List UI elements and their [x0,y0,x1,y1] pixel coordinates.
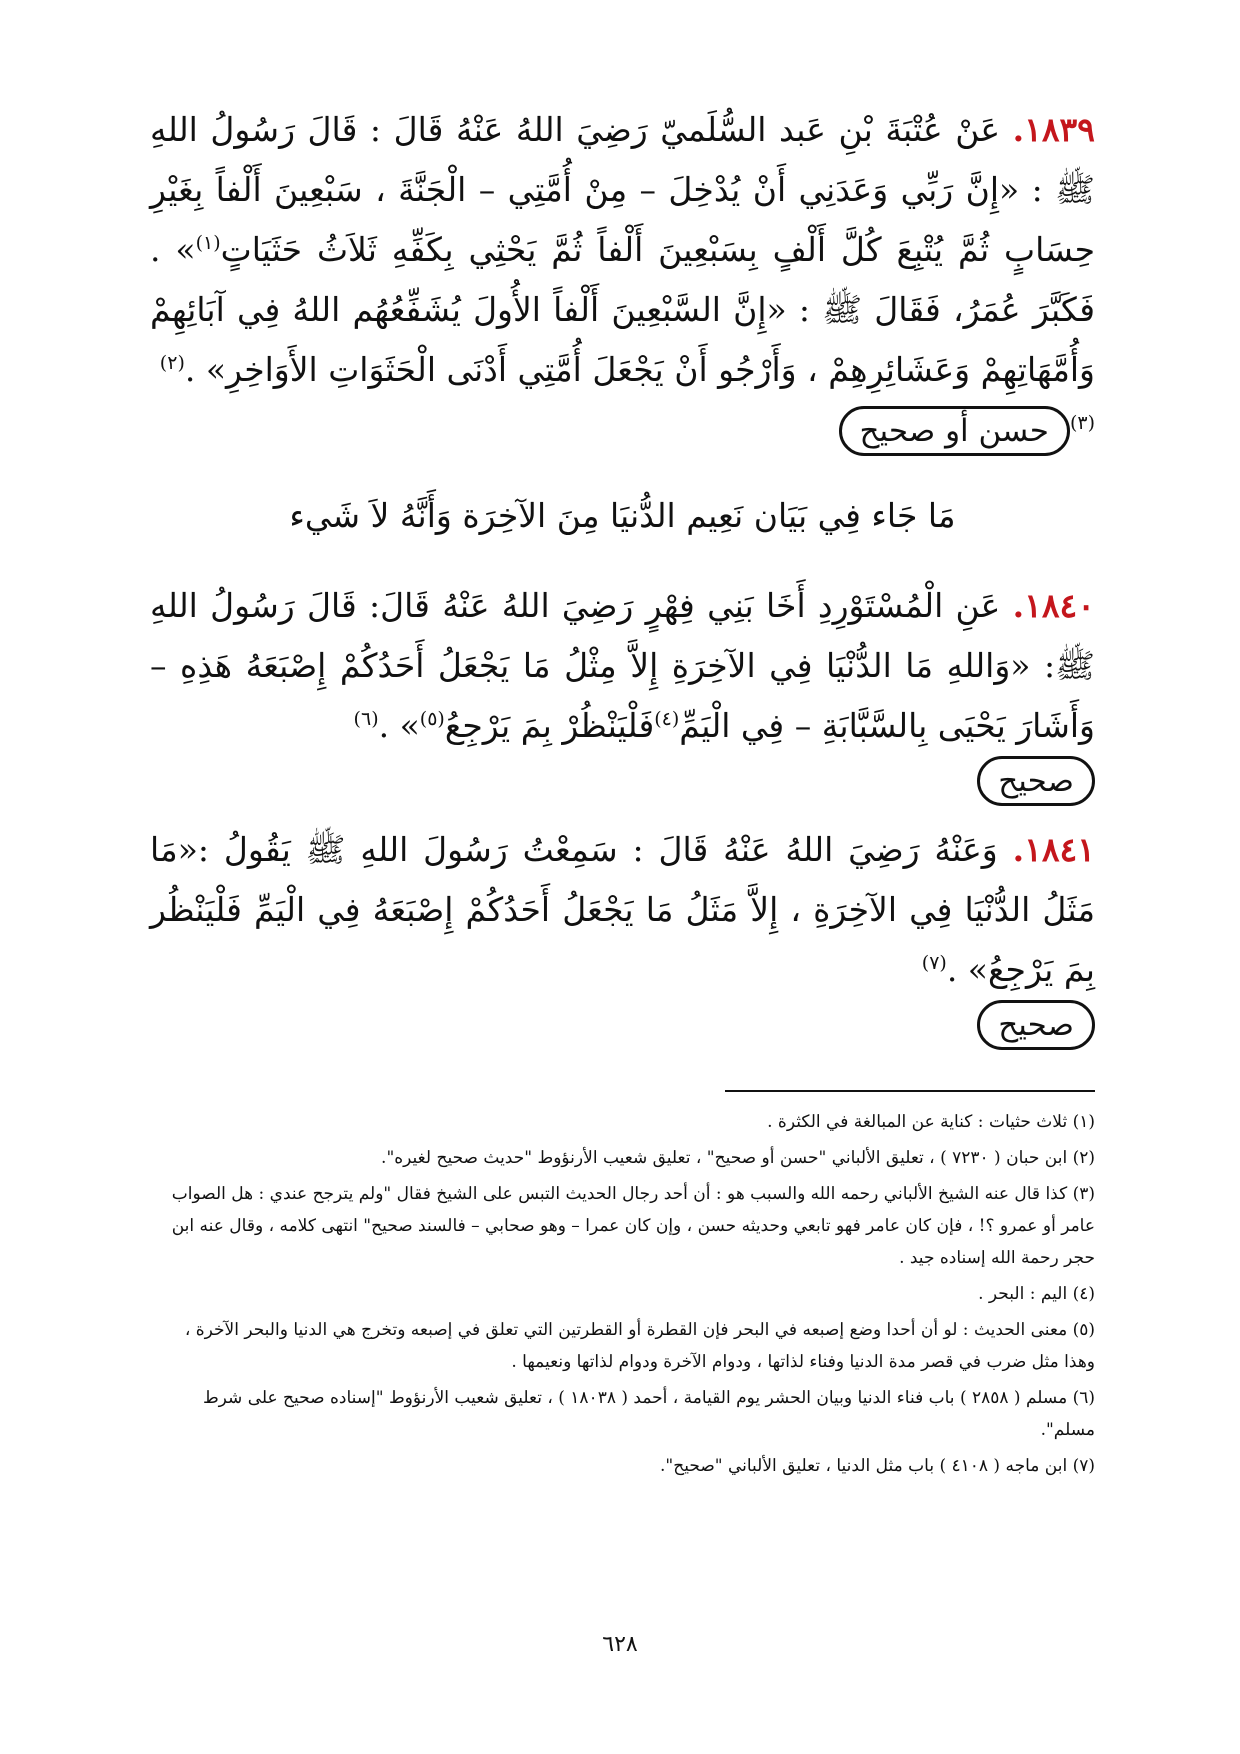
footnote-ref[interactable]: (١) [195,232,221,254]
grade-ref-wrap [839,400,1095,460]
hadith-1840 [150,576,1095,806]
footnote-1: (١) ثلاث حثيات : كناية عن المبالغة في الكثرة . [767,1112,1095,1132]
hadith-number: ١٨٤٠. [1012,586,1095,625]
footnote-divider [725,1090,1095,1092]
grade-badge: حسن أو صحيح [839,406,1070,456]
hadith-number: ١٨٣٩. [1012,110,1095,149]
hadith-text: » . فَكَبَّرَ عُمَرُ، فَقَالَ ﷺ : «إِنَّ السَّبْعِينَ أَلْفاً الأُولَ يُشَفِّعُهُم اللهُ فِي آبَائِهِمْ وَأُمَّهَاتِهِمْ وَعَشَائِرِهِمْ ، وَأَرْجُو أَنْ يَجْعَلَ أُمَّتِي أَدْنَى الْحَثَوَاتِ الأَوَاخِرِ» . [150,230,1095,389]
page-content [150,100,1095,1486]
footnotes [150,1106,1095,1482]
footnote-4: (٤) اليم : البحر . [978,1284,1095,1304]
footnote-5: (٥) معنى الحديث : لو أن أحدا وضع إصبعه في البحر فإن القطرة أو القطرتين التي تعلق في إصبعه وتخرج هي الدنيا والبحر الآخرة ، وهذا مثل ضرب في قصر مدة الدنيا وفناء لذاتها ، ودوام الآخرة ودوام لذاتها ونعيمها . [184,1320,1095,1372]
footnote-ref[interactable]: (٥) [419,708,445,730]
hadith-1839 [150,100,1095,460]
footnote-ref[interactable]: (٤) [654,708,680,730]
grade-line [150,400,1095,460]
hadith-text: عَنْ عُتْبَةَ بْنِ عَبد السُّلَميّ رَضِيَ اللهُ عَنْهُ قَالَ : قَالَ رَسُولُ اللهِ ﷺ : «إِنَّ رَبِّي وَعَدَنِي أَنْ يُدْخِلَ – مِنْ أُمَّتِي – الْجَنَّةَ ، سَبْعِينَ أَلْفاً بِغَيْرِ حِسَابٍ ثُمَّ يُتْبِعَ كُلَّ أَلْفٍ بِسَبْعِينَ أَلْفاً ثُمَّ يَحْثِي بِكَفِّهِ ثَلاَثُ حَثَيَاتٍ [150,110,1096,269]
hadith-text: » . [378,706,420,745]
grade-line [150,1000,1095,1050]
grade-line [150,756,1095,806]
footnote-ref[interactable]: (٢) [159,352,185,374]
footnote-3: (٣) كذا قال عنه الشيخ الألباني رحمه الله والسبب هو : أن أحد رجال الحديث التبس على الشيخ فقال "ولم يترجح عندي : هل الصواب عامر أو عمرو ؟! ، فإن كان عامر فهو تابعي وحديثه حسن ، وإن كان عمرا – وهو صحابي – فالسند صحيح" انتهى كلامه ، وقال عنه ابن حجر رحمة الله إسناده جيد . [171,1184,1095,1268]
page-number: ٦٢٨ [602,1632,638,1657]
footnote-ref[interactable]: (٣) [1069,412,1095,434]
footnote-ref[interactable]: (٦) [353,708,379,730]
hadith-number: ١٨٤١. [1012,830,1095,869]
hadith-text: وَعَنْهُ رَضِيَ اللهُ عَنْهُ قَالَ : سَمِعْتُ رَسُولَ اللهِ ﷺ يَقُولُ :«مَا مَثَلُ الدُّنْيَا فِي الآخِرَةِ ، إِلاَّ مَثَلُ مَا يَجْعَلُ أَحَدُكُمْ إِصْبَعَهُ فِي الْيَمِّ فَلْيَنْظُر بِمَ يَرْجِعُ» . [150,830,1095,989]
footnote-7: (٧) ابن ماجه ( ٤١٠٨ ) باب مثل الدنيا ، تعليق الألباني "صحيح". [660,1456,1095,1476]
footnote-ref[interactable]: (٧) [921,952,947,974]
grade-badge: صحيح [977,756,1095,806]
footnote-6: (٦) مسلم ( ٢٨٥٨ ) باب فناء الدنيا وبيان الحشر يوم القيامة ، أحمد ( ١٨٠٣٨ ) ، تعليق شعيب الأرنؤوط "إسناده صحيح على شرط مسلم". [202,1388,1095,1440]
chapter-title: مَا جَاء فِي بَيَان نَعِيم الدُّنيَا مِنَ الآخِرَة وَأَنَّهُ لاَ شَيء [289,496,956,535]
hadith-text: فَلْيَنْظُرْ بِمَ يَرْجِعُ [444,706,655,745]
grade-badge: صحيح [977,1000,1095,1050]
hadith-1841 [150,820,1095,1050]
footnote-2: (٢) ابن حبان ( ٧٢٣٠ ) ، تعليق الألباني "حسن أو صحيح" ، تعليق شعيب الأرنؤوط "حديث صحيح لغيره". [381,1148,1095,1168]
hadith-text: عَنِ الْمُسْتَوْرِدِ أَخَا بَنِي فِهْرٍ رَضِيَ اللهُ عَنْهُ قَالَ: قَالَ رَسُولُ اللهِ ﷺ: «وَاللهِ مَا الدُّنْيَا فِي الآخِرَةِ إِلاَّ مِثْلُ مَا يَجْعَلُ أَحَدُكُمْ إِصْبَعَهُ هَذِهِ – وَأَشَارَ يَحْيَى بِالسَّبَّابَةِ – فِي الْيَمِّ [150,586,1095,745]
